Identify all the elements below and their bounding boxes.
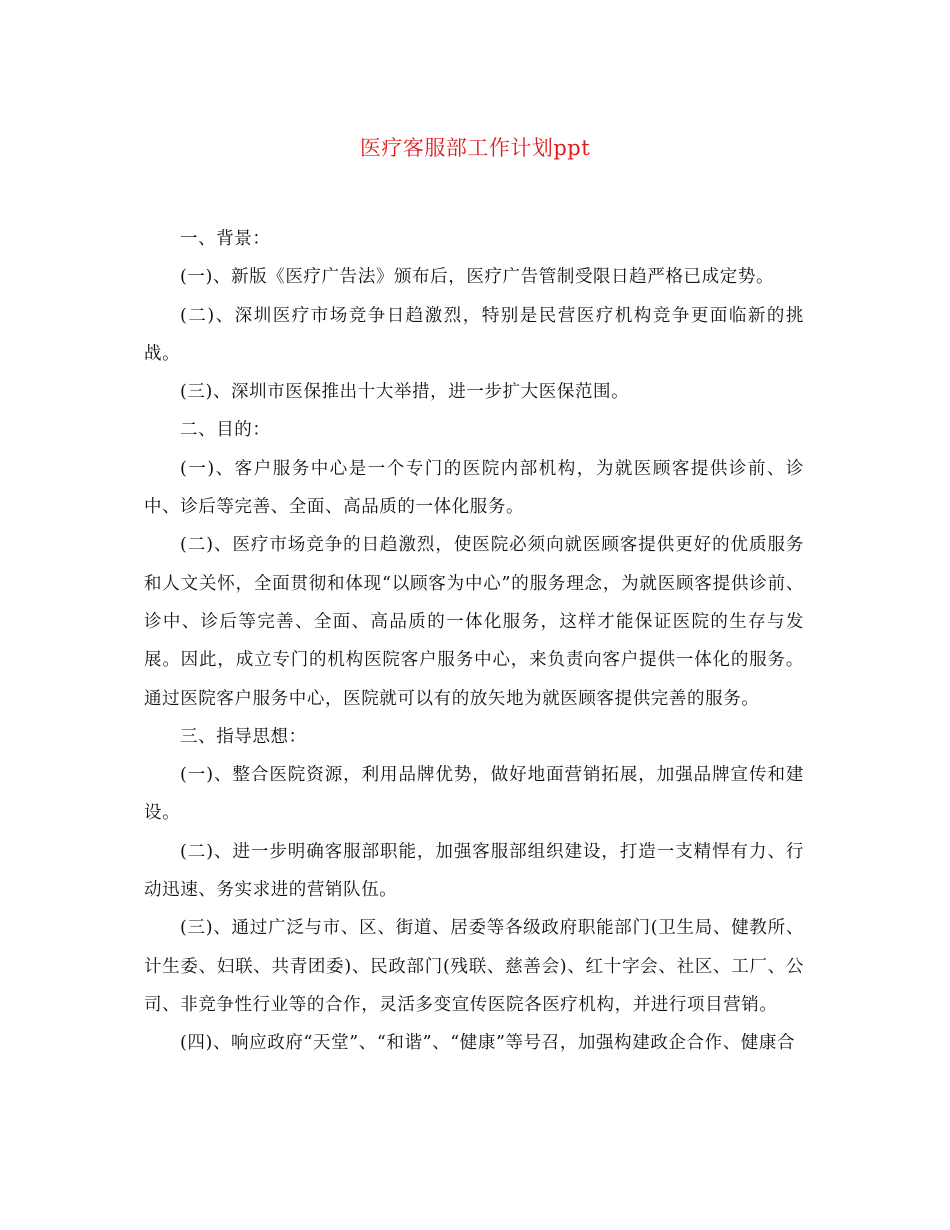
- section-heading-purpose: 二、目的：: [180, 420, 271, 441]
- document-title: 医疗客服部工作计划ppt: [359, 136, 591, 160]
- paragraph: (三)、深圳市医保推出十大举措，进一步扩大医保范围。: [180, 382, 630, 403]
- section-heading-guiding-ideas: 三、指导思想：: [180, 726, 307, 747]
- paragraph: (二)、进一步明确客服部职能，加强客服部组织建设，打造一支精悍有力、行动迅速、务实求进的营销队伍。: [144, 841, 804, 901]
- document-body: [144, 220, 804, 1063]
- paragraph: (一)、客户服务中心是一个专门的医院内部机构，为就医顾客提供诊前、诊中、诊后等完善、全面、高品质的一体化服务。: [144, 458, 804, 518]
- paragraph: (三)、通过广泛与市、区、街道、居委等各级政府职能部门(卫生局、健教所、计生委、妇联、共青团委)、民政部门(残联、慈善会)、红十字会、社区、工厂、公司、非竞争性行业等的合作，灵活多变宣传医院各医疗机构，并进行项目营销。: [144, 918, 804, 1015]
- paragraph: (四)、响应政府“天堂”、“和谐”、“健康”等号召，加强构建政企合作、健康合: [180, 1033, 796, 1054]
- paragraph: (二)、深圳医疗市场竞争日趋激烈，特别是民营医疗机构竞争更面临新的挑战。: [144, 305, 804, 364]
- paragraph: (一)、新版《医疗广告法》颁布后，医疗广告管制受限日趋严格已成定势。: [180, 267, 775, 288]
- section-heading-background: 一、背景：: [180, 229, 271, 249]
- paragraph: (二)、医疗市场竞争的日趋激烈，使医院必须向就医顾客提供更好的优质服务和人文关怀，全面贯彻和体现“以顾客为中心”的服务理念，为就医顾客提供诊前、诊中、诊后等完善、全面、高品质的一体化服务，这样才能保证医院的生存与发展。因此，成立专门的机构医院客户服务中心，来负责向客户提供一体化的服务。通过医院客户服务中心，医院就可以有的放矢地为就医顾客提供完善的服务。: [144, 535, 804, 709]
- paragraph: (一)、整合医院资源，利用品牌优势，做好地面营销拓展，加强品牌宣传和建设。: [144, 765, 804, 824]
